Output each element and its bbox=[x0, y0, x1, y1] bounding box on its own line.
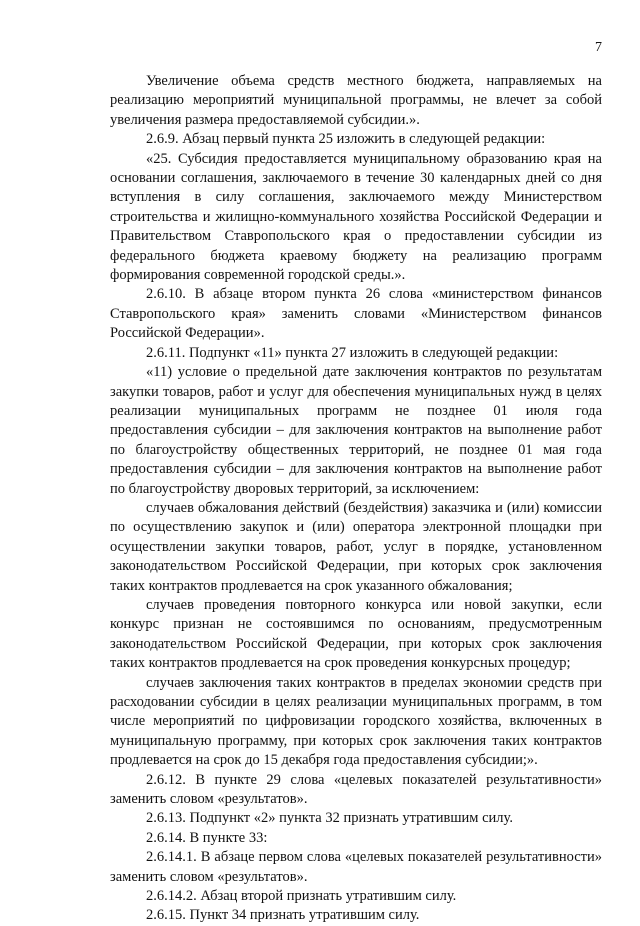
paragraph: 2.6.9. Абзац первый пункта 25 изложить в следующей редакции: bbox=[146, 131, 546, 148]
paragraph: 2.6.14.1. В абзаце первом слова «целевых показателей результативности» заменить словом «результатов». bbox=[110, 849, 602, 885]
paragraph: «11) условие о предельной дате заключения контрактов по результатам закупки товаров, работ и услуг для обеспечения муниципальных нужд в целях реализации муниципальных программ не позднее 01 июля года предоставления субсидии – для заключения контрактов на выполнение работ по благоустройству общественных территорий, не позднее 01 мая года предоставления субсидии – для заключения контрактов на выполнение работ по благоустройству дворовых территорий, за исключением: bbox=[110, 364, 602, 497]
paragraph: 2.6.12. В пункте 29 слова «целевых показателей результативности» заменить словом «результатов». bbox=[110, 771, 602, 808]
paragraph: 2.6.15. Пункт 34 признать утратившим силу. bbox=[146, 907, 420, 924]
page-number: 7 bbox=[595, 40, 602, 55]
paragraph: 2.6.13. Подпункт «2» пункта 32 признать утратившим силу. bbox=[146, 810, 513, 827]
paragraph: случаев проведения повторного конкурса или новой закупки, если конкурс признан не состоявшимся по основаниям, предусмотренным законодательством Российской Федерации, при которых срок заключения таких контрактов продлевается на срок проведения конкурсных процедур; bbox=[110, 596, 602, 672]
paragraph: 2.6.10. В абзаце втором пункта 26 слова «министерством финансов Ставропольского края» заменить словами «Министерством финансов Российской Федерации». bbox=[110, 286, 602, 342]
paragraph: Увеличение объема средств местного бюджета, направляемых на реализацию мероприятий муниципальной программы, не влечет за собой увеличения размера предоставляемой субсидии.». bbox=[110, 73, 602, 128]
paragraph: 2.6.14. В пункте 33: bbox=[146, 829, 268, 846]
paragraph: 2.6.11. Подпункт «11» пункта 27 изложить в следующей редакции: bbox=[146, 344, 559, 361]
document-body bbox=[110, 72, 602, 926]
paragraph: 2.6.14.2. Абзац второй признать утратившим силу. bbox=[146, 888, 457, 905]
paragraph: случаев заключения таких контрактов в пределах экономии средств при расходовании субсидии в целях реализации муниципальных программ, в том числе мероприятий по цифровизации городского хозяйства, включенных в муниципальную программу, при которых срок заключения таких контрактов продлевается на срок до 15 декабря года предоставления субсидии;». bbox=[110, 674, 602, 769]
paragraph: случаев обжалования действий (бездействия) заказчика и (или) комиссии по осуществлению закупок и (или) оператора электронной площадки при осуществлении закупки товаров, работ, услуг в порядке, установленном законодательством Российской Федерации, при которых срок заключения таких контрактов продлевается на срок указанного обжалования; bbox=[110, 499, 602, 594]
paragraph: «25. Субсидия предоставляется муниципальному образованию края на основании соглашения, заключаемого в течение 30 календарных дней со дня вступления в силу соглашения, заключаемого между Министерством строительства и жилищно-коммунального хозяйства Российской Федерации и Правительством Ставропольского края о предоставлении субсидии из федерального бюджета краевому бюджету на реализацию программ формирования современной городской среды.». bbox=[110, 150, 602, 284]
